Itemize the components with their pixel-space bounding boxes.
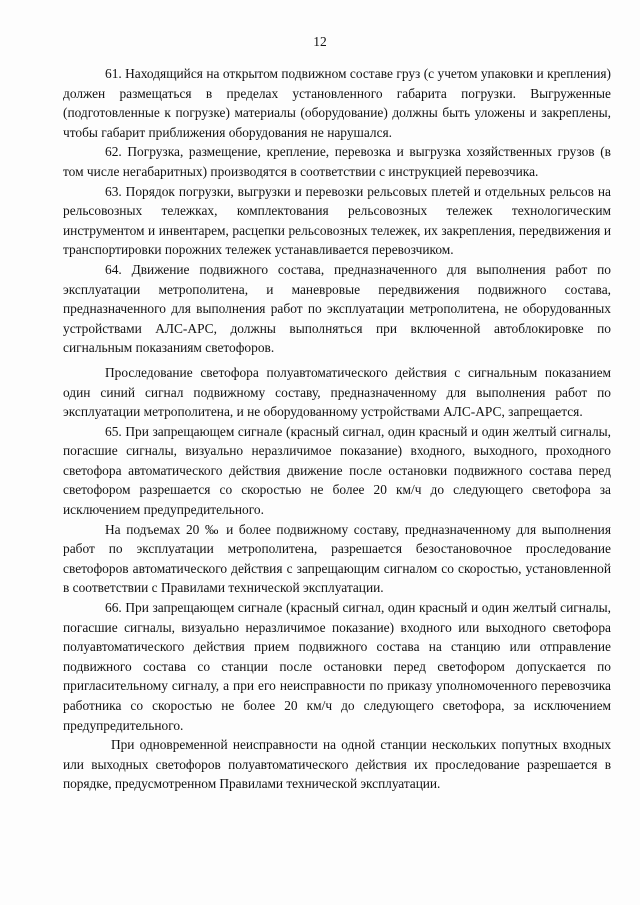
paragraph-62: 62. Погрузка, размещение, крепление, перевозка и выгрузка хозяйственных грузов (в том числе негабаритных) производятся в соответствии с инструкцией перевозчика. [63,144,611,179]
document-body [63,64,611,794]
paragraph-65: 65. При запрещающем сигнале (красный сигнал, один красный и один желтый сигналы, погасшие сигналы, визуально неразличимое показание) входного, выходного, проходного светофора автоматического действия движение после остановки подвижного состава перед светофором разрешается со скоростью не более 20 км/ч до следующего светофора за исключением предупредительного. [63,423,611,518]
paragraph-66: 66. При запрещающем сигнале (красный сигнал, один красный и один желтый сигналы, погасшие сигналы, визуально неразличимое показание) входного или выходного светофора полуавтоматического действия прием подвижного состава на станцию или отправление подвижного состава со станции после остановки перед светофором допускается по пригласительному сигналу, а при его неисправности по приказу уполномоченного перевозчика работника со скоростью не более 20 км/ч до следующего светофора, за исключением предупредительного. [63,600,611,733]
paragraph-64: 64. Движение подвижного состава, предназначенного для выполнения работ по эксплуатации метрополитена, и маневровые передвижения подвижного состава, предназначенного для выполнения работ по эксплуатации метрополитена, не оборудованных устройствами АЛС-АРС, должны выполняться при включенной автоблокировке по сигнальным показаниям светофоров. [63,261,611,356]
paragraph-63: 63. Порядок погрузки, выгрузки и перевозки рельсовых плетей и отдельных рельсов на рельсовозных тележках, комплектования рельсовозных тележек технологическим инструментом и инвентарем, расцепки рельсовозных тележек, их закрепления, передвижения и транспортировки порожних тележек устанавливается перевозчиком. [63,183,611,258]
paragraph-66-continuation: При одновременной неисправности на одной станции нескольких попутных входных или выходных светофоров полуавтоматического действия их проследование разрешается в порядке, предусмотренном Правилами технической эксплуатации. [63,737,611,792]
paragraph-61: 61. Находящийся на открытом подвижном составе груз (с учетом упаковки и крепления) должен размещаться в пределах установленного габарита погрузки. Выгруженные (подготовленные к погрузке) материалы (оборудование) должны быть уложены и закреплены, чтобы габарит приближения оборудования не нарушался. [63,66,611,140]
paragraph-65-continuation: На подъемах 20 ‰ и более подвижному составу, предназначенному для выполнения работ по эксплуатации метрополитена, разрешается безостановочное проследование светофоров автоматического действия с запрещающим сигналом со скоростью, установленной в соответствии с Правилами технической эксплуатации. [63,521,611,596]
page-number: 12 [313,34,327,49]
paragraph-64-continuation: Проследование светофора полуавтоматического действия с сигнальным показанием один синий сигнал подвижному составу, предназначенному для выполнения работ по эксплуатации метрополитена, и не оборудованному устройствами АЛС-АРС, запрещается. [63,364,611,420]
